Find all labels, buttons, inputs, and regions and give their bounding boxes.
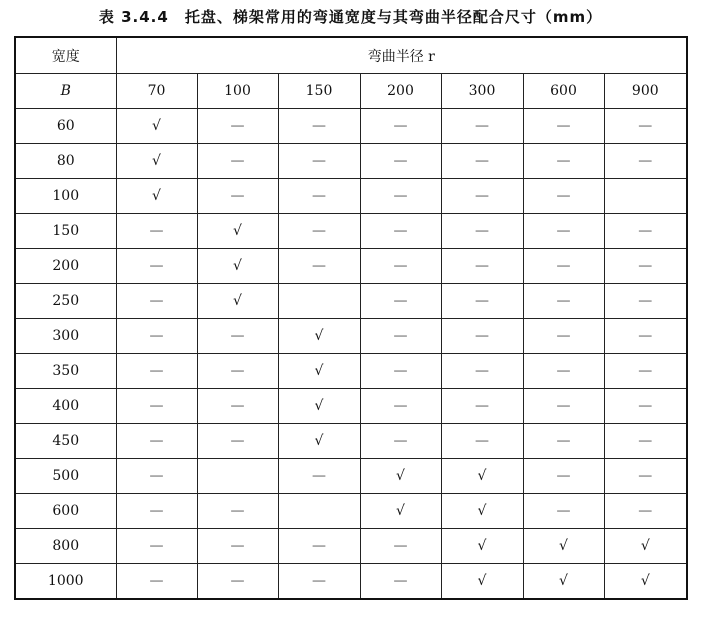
check-mark-cell: √ xyxy=(441,564,523,600)
dash-cell: — xyxy=(360,144,441,179)
dash-cell: — xyxy=(523,214,604,249)
dash-cell: — xyxy=(197,424,278,459)
table-body xyxy=(15,109,687,600)
width-cell: 250 xyxy=(15,284,116,319)
dash-cell: — xyxy=(116,459,197,494)
table-row xyxy=(15,144,687,179)
dash-cell: — xyxy=(116,249,197,284)
radius-header-100: 100 xyxy=(197,74,278,109)
check-mark-cell: √ xyxy=(197,214,278,249)
dash-cell: — xyxy=(604,354,687,389)
width-cell: 800 xyxy=(15,529,116,564)
check-mark-cell: √ xyxy=(360,459,441,494)
check-mark-cell: √ xyxy=(197,284,278,319)
dash-cell: — xyxy=(523,494,604,529)
table-row xyxy=(15,109,687,144)
dash-cell: — xyxy=(441,144,523,179)
width-header-cell: 宽度 xyxy=(15,37,116,74)
dash-cell xyxy=(278,284,360,319)
dash-cell: — xyxy=(360,109,441,144)
table-row xyxy=(15,529,687,564)
check-mark-cell: √ xyxy=(604,529,687,564)
radius-header-300: 300 xyxy=(441,74,523,109)
dash-cell: — xyxy=(604,459,687,494)
radius-header-900: 900 xyxy=(604,74,687,109)
dash-cell: — xyxy=(116,319,197,354)
dash-cell: — xyxy=(441,354,523,389)
dash-cell: — xyxy=(604,494,687,529)
dash-cell: — xyxy=(197,109,278,144)
dash-cell: — xyxy=(278,144,360,179)
dash-cell: — xyxy=(523,319,604,354)
table-row xyxy=(15,389,687,424)
dash-cell: — xyxy=(604,249,687,284)
dash-cell: — xyxy=(278,214,360,249)
dash-cell: — xyxy=(197,354,278,389)
table-row xyxy=(15,494,687,529)
dash-cell: — xyxy=(278,249,360,284)
dash-cell: — xyxy=(197,179,278,214)
dash-cell: — xyxy=(523,389,604,424)
width-cell: 400 xyxy=(15,389,116,424)
dash-cell: — xyxy=(278,179,360,214)
dash-cell: — xyxy=(441,424,523,459)
check-mark-cell: √ xyxy=(278,319,360,354)
dash-cell: — xyxy=(360,564,441,600)
dash-cell: — xyxy=(116,389,197,424)
dash-cell: — xyxy=(604,144,687,179)
table-row xyxy=(15,354,687,389)
check-mark-cell: √ xyxy=(278,389,360,424)
dash-cell: — xyxy=(523,459,604,494)
dash-cell: — xyxy=(278,564,360,600)
width-cell: 350 xyxy=(15,354,116,389)
check-mark-cell: √ xyxy=(441,529,523,564)
table-row xyxy=(15,179,687,214)
check-mark-cell: √ xyxy=(523,564,604,600)
check-mark-cell: √ xyxy=(604,564,687,600)
table-row xyxy=(15,284,687,319)
dash-cell: — xyxy=(604,109,687,144)
dash-cell: — xyxy=(523,144,604,179)
check-mark-cell: √ xyxy=(278,424,360,459)
table-row xyxy=(15,214,687,249)
dash-cell: — xyxy=(604,424,687,459)
dash-cell: — xyxy=(360,249,441,284)
radius-header-70: 70 xyxy=(116,74,197,109)
dash-cell: — xyxy=(360,529,441,564)
dash-cell: — xyxy=(197,529,278,564)
dash-cell: — xyxy=(441,214,523,249)
width-cell: 60 xyxy=(15,109,116,144)
dash-cell: — xyxy=(197,389,278,424)
width-cell: 450 xyxy=(15,424,116,459)
dash-cell: — xyxy=(197,494,278,529)
width-cell: 80 xyxy=(15,144,116,179)
dash-cell: — xyxy=(441,179,523,214)
dash-cell xyxy=(197,459,278,494)
dash-cell xyxy=(604,179,687,214)
dash-cell: — xyxy=(197,144,278,179)
table-row xyxy=(15,564,687,600)
dash-cell: — xyxy=(197,319,278,354)
dash-cell xyxy=(278,494,360,529)
check-mark-cell: √ xyxy=(523,529,604,564)
dash-cell: — xyxy=(197,564,278,600)
dash-cell: — xyxy=(278,529,360,564)
dash-cell: — xyxy=(523,249,604,284)
width-cell: 600 xyxy=(15,494,116,529)
radius-group-header: 弯曲半径 r xyxy=(116,37,687,74)
dash-cell: — xyxy=(360,179,441,214)
table-row xyxy=(15,459,687,494)
table-row xyxy=(15,319,687,354)
check-mark-cell: √ xyxy=(360,494,441,529)
dash-cell: — xyxy=(441,109,523,144)
dash-cell: — xyxy=(523,109,604,144)
dash-cell: — xyxy=(604,319,687,354)
dash-cell: — xyxy=(278,459,360,494)
dash-cell: — xyxy=(116,354,197,389)
table-title: 表 3.4.4 托盘、梯架常用的弯通宽度与其弯曲半径配合尺寸（mm） xyxy=(98,8,603,26)
dash-cell: — xyxy=(523,424,604,459)
dash-cell: — xyxy=(360,424,441,459)
dash-cell: — xyxy=(278,109,360,144)
check-mark-cell: √ xyxy=(116,179,197,214)
dash-cell: — xyxy=(360,389,441,424)
dash-cell: — xyxy=(360,354,441,389)
radius-header-600: 600 xyxy=(523,74,604,109)
dash-cell: — xyxy=(116,529,197,564)
dash-cell: — xyxy=(523,284,604,319)
dash-cell: — xyxy=(360,284,441,319)
check-mark-cell: √ xyxy=(441,459,523,494)
width-cell: 1000 xyxy=(15,564,116,600)
radius-header-150: 150 xyxy=(278,74,360,109)
dash-cell: — xyxy=(604,389,687,424)
dash-cell: — xyxy=(360,214,441,249)
dash-cell: — xyxy=(441,319,523,354)
dash-cell: — xyxy=(441,389,523,424)
dash-cell: — xyxy=(116,424,197,459)
dash-cell: — xyxy=(604,284,687,319)
dash-cell: — xyxy=(116,564,197,600)
dash-cell: — xyxy=(604,214,687,249)
dash-cell: — xyxy=(523,354,604,389)
width-cell: 300 xyxy=(15,319,116,354)
dash-cell: — xyxy=(116,284,197,319)
check-mark-cell: √ xyxy=(197,249,278,284)
width-cell: 150 xyxy=(15,214,116,249)
dash-cell: — xyxy=(441,284,523,319)
table-row xyxy=(15,249,687,284)
dash-cell: — xyxy=(360,319,441,354)
width-cell: 500 xyxy=(15,459,116,494)
dash-cell: — xyxy=(523,179,604,214)
check-mark-cell: √ xyxy=(116,109,197,144)
width-cell: 100 xyxy=(15,179,116,214)
dash-cell: — xyxy=(116,214,197,249)
bend-radius-table xyxy=(14,36,688,600)
width-cell: 200 xyxy=(15,249,116,284)
table-row xyxy=(15,424,687,459)
check-mark-cell: √ xyxy=(278,354,360,389)
check-mark-cell: √ xyxy=(441,494,523,529)
width-symbol-cell: B xyxy=(15,74,116,109)
radius-header-200: 200 xyxy=(360,74,441,109)
dash-cell: — xyxy=(441,249,523,284)
dash-cell: — xyxy=(116,494,197,529)
check-mark-cell: √ xyxy=(116,144,197,179)
